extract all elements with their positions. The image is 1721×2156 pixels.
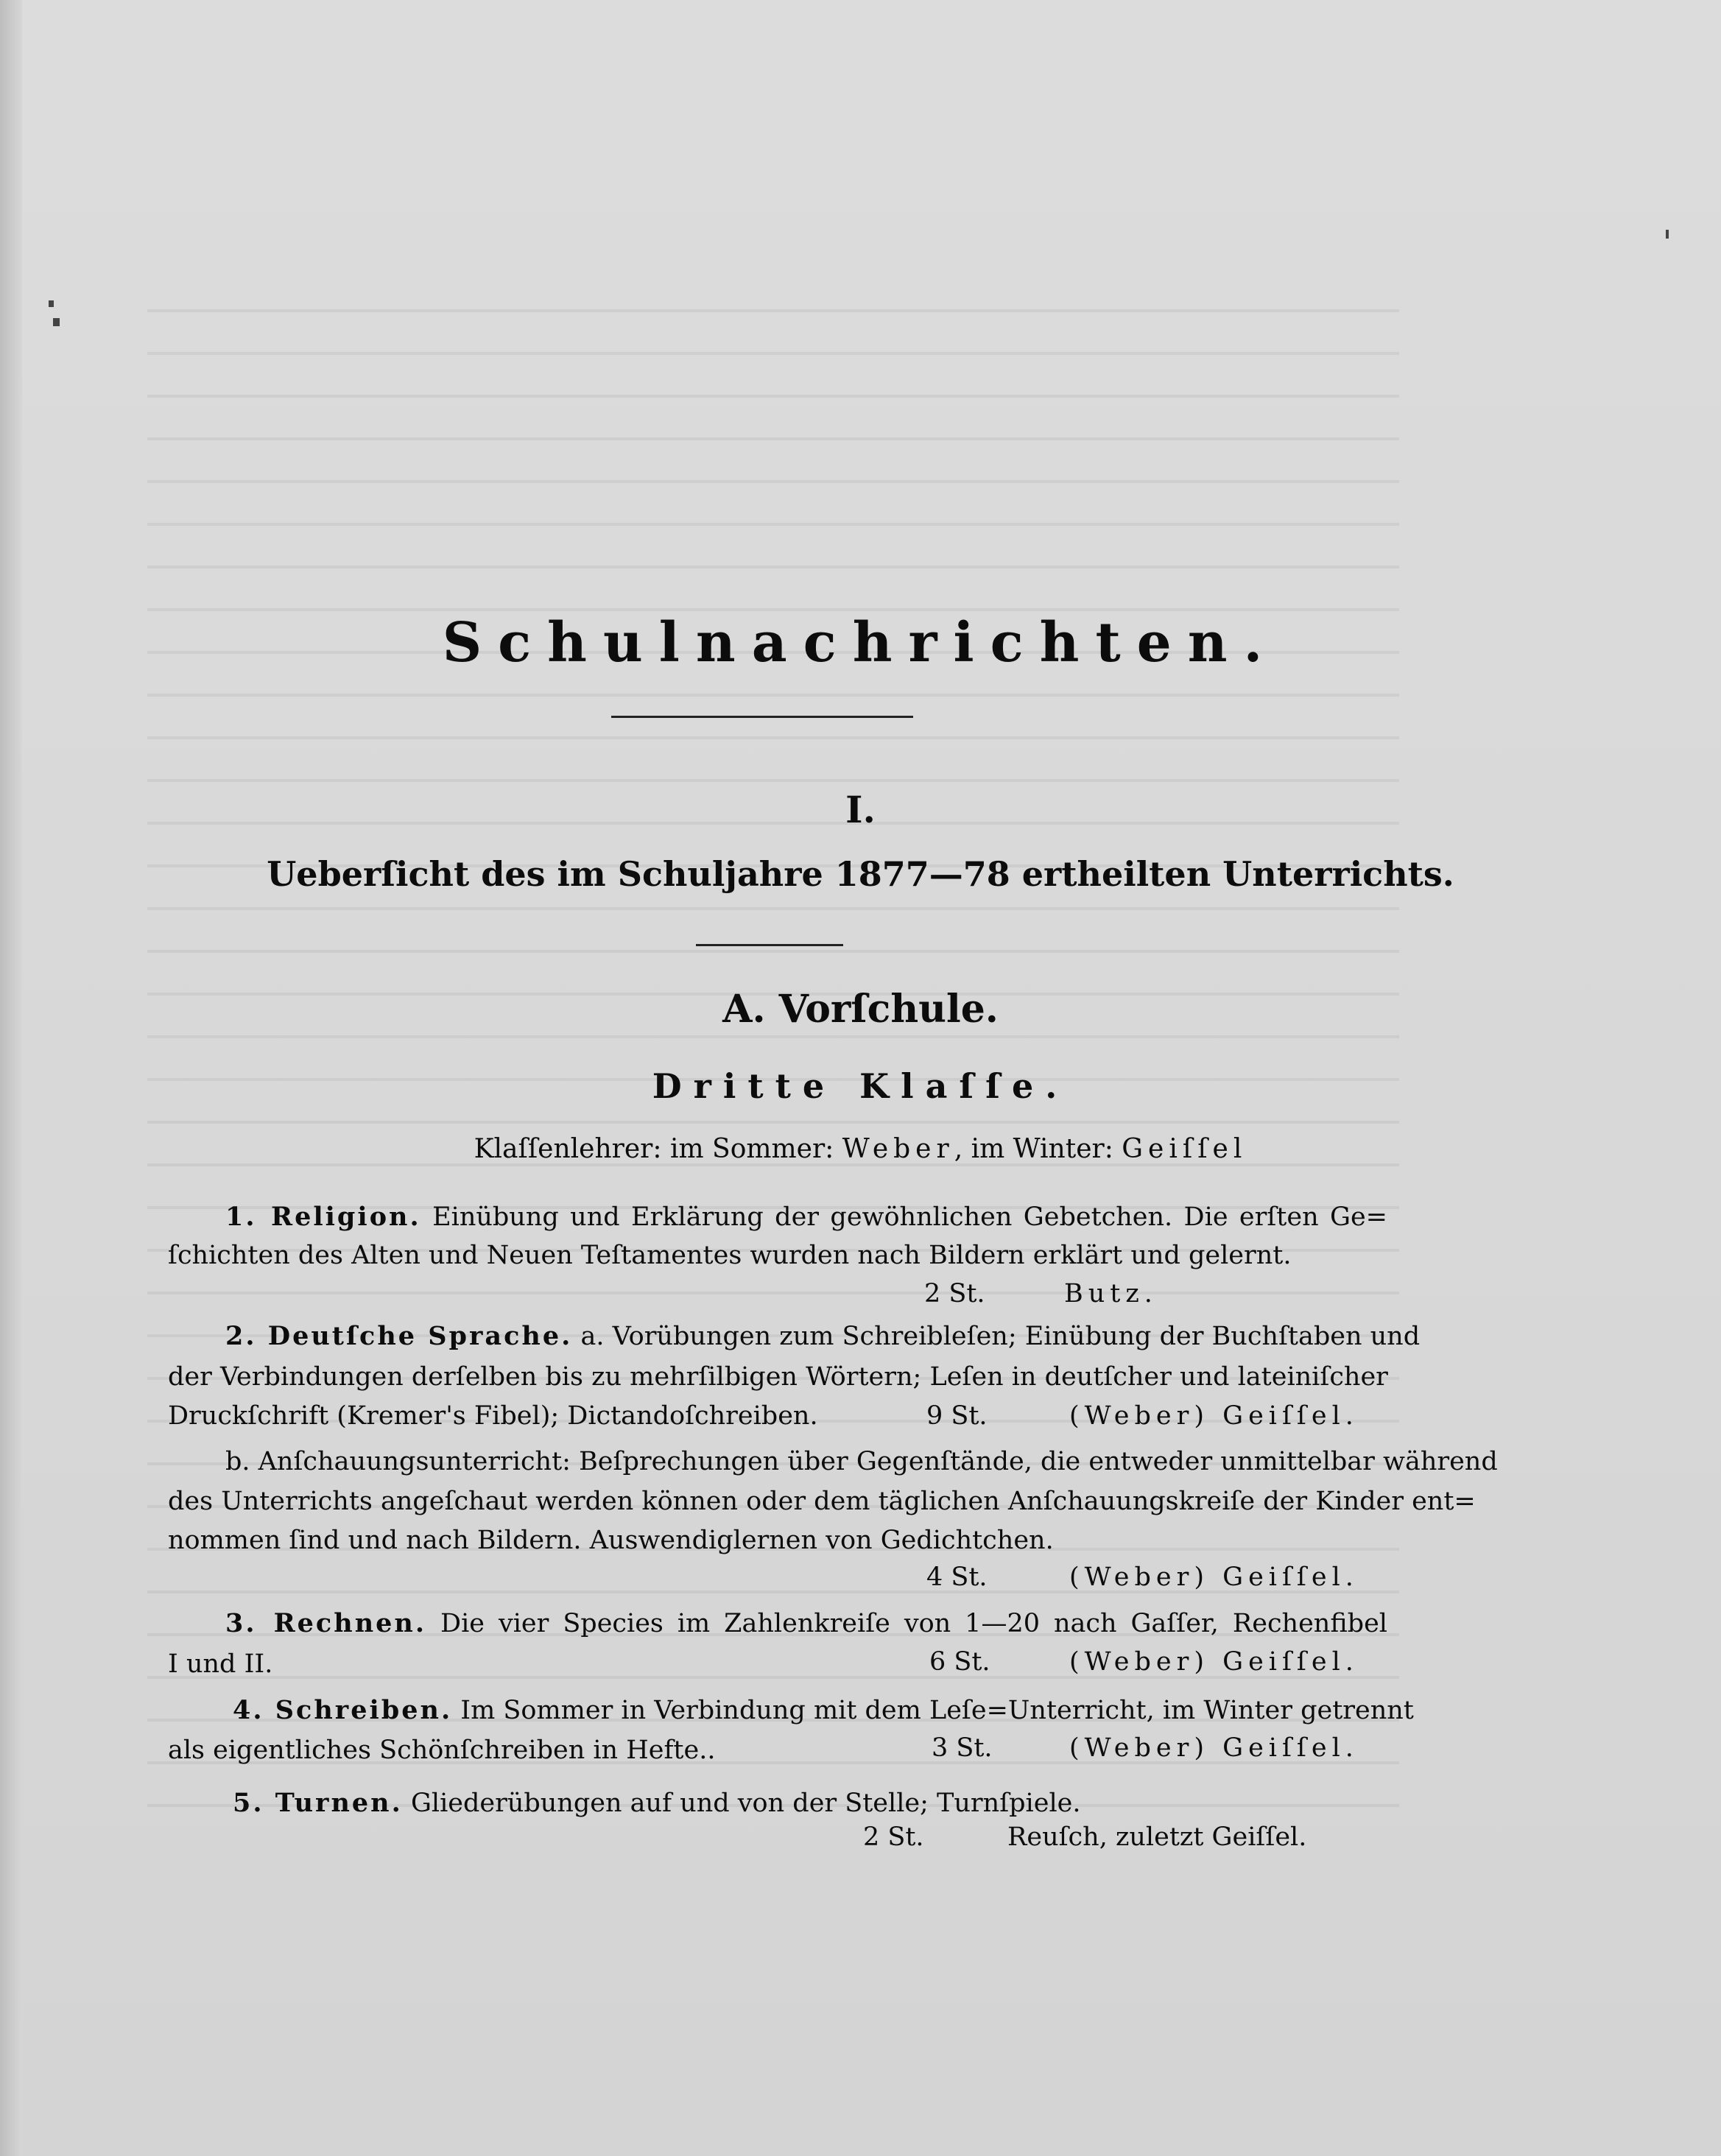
subject-rechnen-line-1 bbox=[225, 1607, 1387, 1641]
subject-text: Einübung und Erklärung der gewöhnlichen Gebetchen. Die erſten Ge= bbox=[432, 1202, 1387, 1232]
subject-schreiben-heading: 4. Schreiben. bbox=[233, 1695, 453, 1725]
rechnen-hours: 6 St. bbox=[929, 1647, 990, 1677]
deutsch-hours: 9 St. bbox=[926, 1401, 988, 1431]
speck bbox=[49, 300, 54, 307]
religion-hours: 2 St. bbox=[924, 1279, 985, 1308]
teachers-prefix: Klaſſenlehrer: im Sommer: bbox=[474, 1134, 842, 1164]
anschauung-hours: 4 St. bbox=[926, 1563, 988, 1592]
subject-deutsch-line-2: der Verbindungen derſelben bis zu mehrſilbigen Wörtern; Leſen in deutſcher und lateiniſcher bbox=[168, 1362, 1388, 1392]
speck bbox=[53, 318, 60, 326]
subject-text: Im Sommer in Verbindung mit dem Leſe=Unterricht, im Winter getrennt bbox=[460, 1696, 1414, 1725]
main-title: Schulnachrichten. bbox=[442, 611, 1279, 674]
subject-text: Die vier Species im Zahlenkreiſe von 1—20 nach Gaſſer, Rechenfibel bbox=[440, 1609, 1387, 1638]
subject-turnen-line-1 bbox=[233, 1786, 1081, 1820]
rechnen-teacher: (Weber) Geiſſel. bbox=[1069, 1647, 1359, 1677]
winter-teacher: Geiſſel bbox=[1122, 1134, 1247, 1164]
subject-religion-line-1 bbox=[225, 1200, 1387, 1234]
class-teachers bbox=[0, 1134, 1721, 1164]
class-title: Dritte Klaſſe. bbox=[652, 1066, 1069, 1106]
teachers-middle: , im Winter: bbox=[954, 1134, 1122, 1164]
title-rule bbox=[611, 716, 913, 718]
subject-religion-line-2: ſchichten des Alten und Neuen Teſtamentes wurden nach Bildern erklärt und gelernt. bbox=[168, 1241, 1292, 1270]
subject-schreiben-line-2: als eigentliches Schönſchreiben in Hefte.. bbox=[168, 1736, 716, 1765]
subsection-title: A. Vorſchule. bbox=[722, 987, 999, 1032]
subject-schreiben-line-1 bbox=[233, 1694, 1414, 1727]
schreiben-teacher: (Weber) Geiſſel. bbox=[1069, 1733, 1359, 1763]
subject-text: a. Vorübungen zum Schreibleſen; Einübung der Buchſtaben und bbox=[580, 1322, 1421, 1351]
speck bbox=[1666, 230, 1669, 239]
section-title: Ueberſicht des im Schuljahre 1877—78 ertheilten Unterrichts. bbox=[267, 854, 1454, 894]
deutsch-teacher: (Weber) Geiſſel. bbox=[1069, 1401, 1359, 1431]
religion-teacher: Butz. bbox=[1064, 1279, 1158, 1308]
subject-rechnen-line-2: I und II. bbox=[168, 1649, 273, 1679]
section-number: I. bbox=[845, 788, 876, 831]
subject-anschauung-line-3: nommen ſind und nach Bildern. Auswendiglernen von Gedichtchen. bbox=[168, 1526, 1054, 1555]
subject-rechnen-heading: 3. Rechnen. bbox=[225, 1608, 427, 1638]
bleed-through-text bbox=[147, 280, 1498, 1826]
subject-anschauung-line-2: des Unterrichts angeſchaut werden können oder dem täglichen Anſchauungskreiſe der Kinder ent= bbox=[168, 1487, 1476, 1516]
turnen-hours: 2 St. bbox=[863, 1822, 924, 1852]
subject-text: Gliederübungen auf und von der Stelle; Turnſpiele. bbox=[410, 1789, 1081, 1818]
turnen-teacher: Reuſch, zuletzt Geiſſel. bbox=[1007, 1822, 1307, 1852]
subject-religion-heading: 1. Religion. bbox=[225, 1202, 421, 1232]
schreiben-hours: 3 St. bbox=[932, 1733, 993, 1763]
summer-teacher: Weber bbox=[842, 1134, 954, 1164]
anschauung-teacher: (Weber) Geiſſel. bbox=[1069, 1563, 1359, 1592]
subject-anschauung-line-1: b. Anſchauungsunterricht: Beſprechungen über Gegenſtände, die entweder unmittelbar während bbox=[225, 1447, 1498, 1476]
subject-deutsch-line-1 bbox=[225, 1320, 1421, 1353]
section-rule bbox=[696, 944, 843, 946]
subject-deutsch-heading: 2. Deutſche Sprache. bbox=[225, 1321, 573, 1351]
subject-turnen-heading: 5. Turnen. bbox=[233, 1788, 403, 1818]
subject-deutsch-line-3: Druckſchrift (Kremer's Fibel); Dictandoſchreiben. bbox=[168, 1401, 818, 1431]
